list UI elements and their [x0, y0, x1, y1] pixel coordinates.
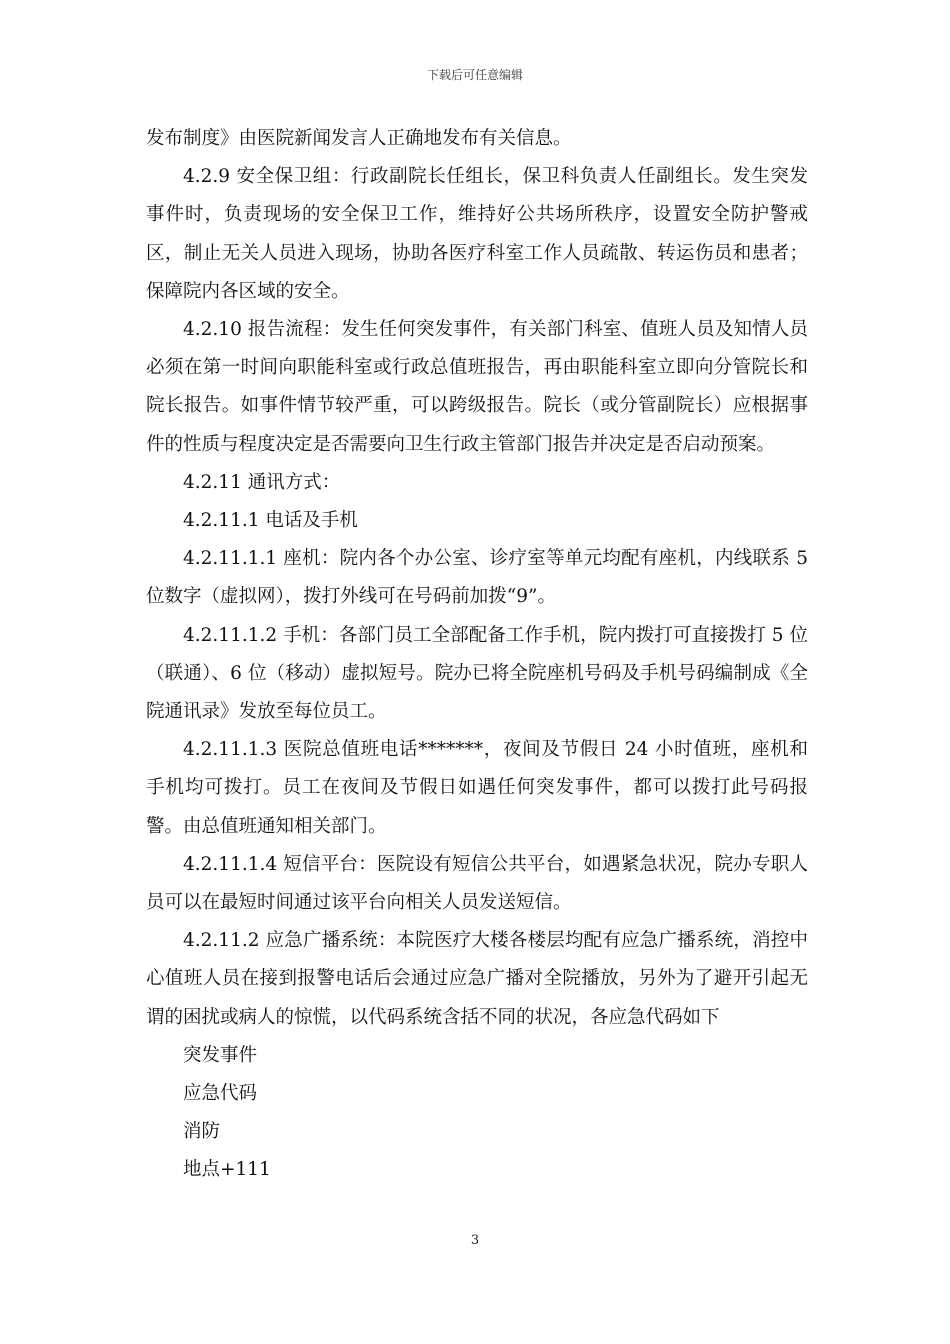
document-body: [146, 120, 808, 1190]
list-item-location-code: 地点+111: [183, 1159, 271, 1181]
paragraph-security-team: 4.2.9 安全保卫组：行政副院长任组长，保卫科负责人任副组长。发生突发事件时，负责现场的安全保卫工作，维持好公共场所秩序，设置安全防护警戒区，制止无关人员进入现场，协助各医疗科室工作人员疏散、转运伤员和患者；保障院内各区域的安全。: [146, 166, 808, 302]
paragraph-communication-heading: 4.2.11 通讯方式：: [183, 471, 341, 493]
paragraph-mobile: 4.2.11.1.2 手机：各部门员工全部配备工作手机，院内拨打可直接拨打 5 位（联通）、6 位（移动）虚拟短号。院办已将全院座机号码及手机号码编制成《全院通讯录》发放至每位员工。: [146, 624, 808, 723]
paragraph-phone-heading: 4.2.11.1 电话及手机: [183, 510, 358, 532]
paragraph-reporting-process: 4.2.10 报告流程：发生任何突发事件，有关部门科室、值班人员及知情人员必须在第一时间向职能科室或行政总值班报告，再由职能科室立即向分管院长和院长报告。如事件情节较严重，可以跨级报告。院长（或分管副院长）应根据事件的性质与程度决定是否需要向卫生行政主管部门报告并决定是否启动预案。: [146, 319, 808, 455]
list-item-emergency-code: 应急代码: [183, 1083, 258, 1105]
page-header: 下载后可任意编辑: [426, 68, 523, 82]
paragraph-landline: 4.2.11.1.1 座机：院内各个办公室、诊疗室等单元均配有座机，内线联系 5 位数字（虚拟网），拨打外线可在号码前加拨“9”。: [146, 548, 808, 608]
paragraph-broadcast-system: 4.2.11.2 应急广播系统：本院医疗大楼各楼层均配有应急广播系统，消控中心值班人员在接到报警电话后会通过应急广播对全院播放，另外为了避开引起无谓的困扰或病人的惊慌，以代码系统含括不同的状况，各应急代码如下: [146, 930, 808, 1028]
list-item-emergency-event: 突发事件: [183, 1044, 258, 1066]
paragraph-sms-platform: 4.2.11.1.4 短信平台：医院设有短信公共平台，如遇紧急状况，院办专职人员可以在最短时间通过该平台向相关人员发送短信。: [146, 853, 808, 914]
page-number: 3: [470, 1233, 480, 1248]
paragraph-duty-phone: 4.2.11.1.3 医院总值班电话*******，夜间及节假日 24 小时值班，座机和手机均可拨打。员工在夜间及节假日如遇任何突发事件，都可以拨打此号码报警。由总值班通知相关部门。: [146, 739, 808, 837]
paragraph-continuation: 发布制度》由医院新闻发言人正确地发布有关信息。: [146, 128, 572, 149]
list-item-fire: 消防: [183, 1121, 221, 1143]
